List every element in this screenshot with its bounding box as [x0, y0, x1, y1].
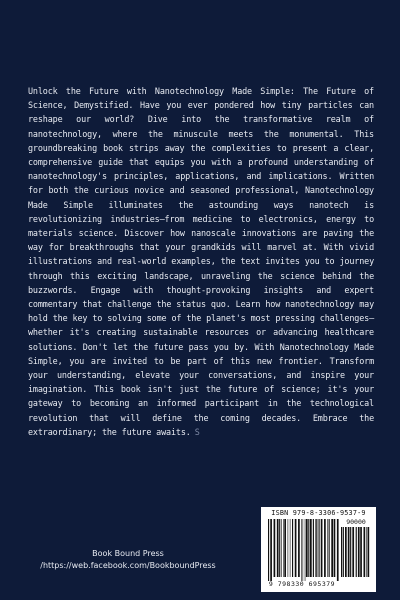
barcode-bar [358, 527, 360, 577]
barcode-bar [324, 519, 326, 577]
barcode-bar [279, 519, 280, 577]
barcode-bar [310, 519, 312, 577]
barcode-bar [303, 519, 304, 581]
barcode-bar [341, 527, 342, 577]
blurb-end-mark: S [194, 426, 200, 437]
cover-blurb [28, 84, 374, 439]
addon-barcode-graphic [340, 527, 372, 581]
barcode-bar [298, 519, 300, 577]
barcode-bar [270, 519, 272, 581]
barcode-bar [331, 519, 333, 577]
barcode-bar [306, 519, 308, 577]
barcode-box [261, 507, 376, 592]
barcode-bar [337, 519, 339, 581]
barcode-bar [305, 519, 306, 581]
publisher-url: /https://web.facebook.com/BookboundPress [40, 561, 216, 570]
barcode-bar [368, 527, 370, 577]
barcode-bar [319, 519, 320, 577]
barcode-bar [268, 519, 269, 581]
barcode-bar [292, 519, 293, 577]
barcode-bar [348, 527, 350, 577]
barcode-bar [281, 519, 282, 577]
barcode-bar [295, 519, 297, 577]
blurb-text: Unlock the Future with Nanotechnology Made Simple: The Future of Science, Demystified. Have you ever pondered how tiny particles can reshape our world? Dive into the transformative realm of nanotechnology, where the minuscule meets the monumental. This groundbreaking book strips away the complexities to present a clear, comprehensive guide that equips you with a profound understanding of nanotechnology's principles, applications, and implications. Written for both the curious novice and seasoned professional, Nanotechnology Made Simple illuminates the astounding ways nanotech is revolutionizing industries—from medicine to electronics, energy to materials science. Discover how nanoscale innovations are paving the way for breakthroughs that your grandkids will marvel at. With vivid illustrations and real-world examples, the text invites you to journey through this exciting landscape, unraveling the science behind the buzzwords. Engage with thought-provoking insights and expert commentary that challenge the status quo. Learn how nanotechnology may hold the key to solving some of the planet's most pressing challenges—whether it's creating sustainable resources or advancing healthcare solutions. Don't let the future pass you by. With Nanotechnology Made Simple, you are invited to be part of this new frontier. Transform your understanding, elevate your conversations, and inspire your imagination. This book isn't just the future of science; it's your gateway to becoming an informed participant in the technological revolution that will define the coming decades. Embrace the extraordinary; the future awaits. [28, 86, 374, 437]
barcode-bar [316, 519, 317, 577]
barcode-bar [352, 527, 354, 577]
barcode-bar [301, 519, 302, 581]
barcode-bar [356, 527, 357, 577]
barcode-bar [277, 519, 279, 577]
barcode-bar [345, 527, 347, 577]
barcode-bar [366, 527, 367, 577]
barcode-bar [290, 519, 291, 577]
barcode-bar [329, 519, 330, 577]
barcode-bar [343, 527, 344, 577]
isbn-label: ISBN 979-8-3306-9537-9 [271, 509, 366, 517]
barcode-bar [350, 527, 351, 577]
publisher-info [28, 548, 228, 572]
barcode-digits: 9 798330 695379 [268, 580, 336, 588]
barcode-bar [327, 519, 328, 577]
barcode-bar [313, 519, 314, 577]
barcode-bar [308, 519, 309, 577]
barcode-bar [360, 527, 362, 577]
barcode-bar [321, 519, 323, 577]
barcode-bar [284, 519, 286, 577]
publisher-name: Book Bound Press [92, 549, 164, 558]
barcode-bar [364, 527, 366, 577]
barcode-bar [274, 519, 276, 577]
ean-barcode-graphic [267, 519, 339, 581]
barcode-bar [334, 519, 336, 577]
barcode-bar [283, 519, 284, 577]
barcode-bar [288, 519, 289, 577]
barcode-bar [315, 519, 316, 577]
addon-code: 90000 [346, 518, 366, 526]
